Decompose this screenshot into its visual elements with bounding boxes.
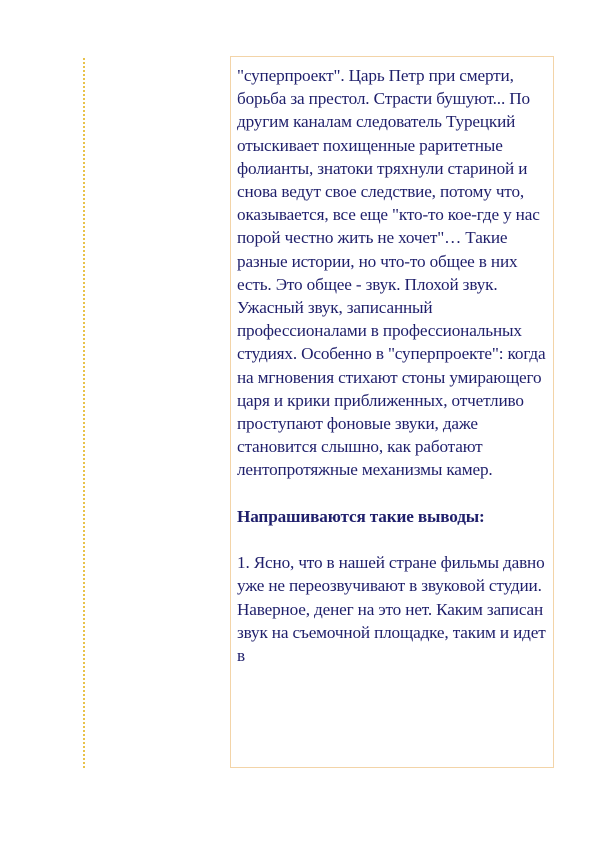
paragraph-gap [237,528,549,551]
margin-rule [83,58,85,768]
body-paragraph: 1. Ясно, что в нашей стране фильмы давно уже не переозвучивают в звуковой студии. Наверное, денег на это нет. Каким записан звук на съемочной площадке, таким и идет в [237,553,546,666]
section-heading: Напрашиваются такие выводы: [237,506,485,526]
text-frame [230,56,554,768]
paragraph-gap [237,482,549,505]
body-paragraph: "суперпроект". Царь Петр при смерти, борьба за престол. Страсти бушуют... По другим каналам следователь Турецкий отыскивает похищенные раритетные фолианты, знатоки тряхнули стариной и снова ведут свое следствие, потому что, оказывается, все еще "кто-то кое-где у нас порой честно жить не хочет"… Такие разные истории, но что-то общее в них есть. Это общее - звук. Плохой звук. Ужасный звук, записанный профессионалами в профессиональных студиях. Особенно в "суперпроекте": когда на мгновения стихают стоны умирающего царя и крики приближенных, отчетливо проступают фоновые звуки, даже становится слышно, как работают лентопротяжные механизмы камер. [237,66,546,480]
